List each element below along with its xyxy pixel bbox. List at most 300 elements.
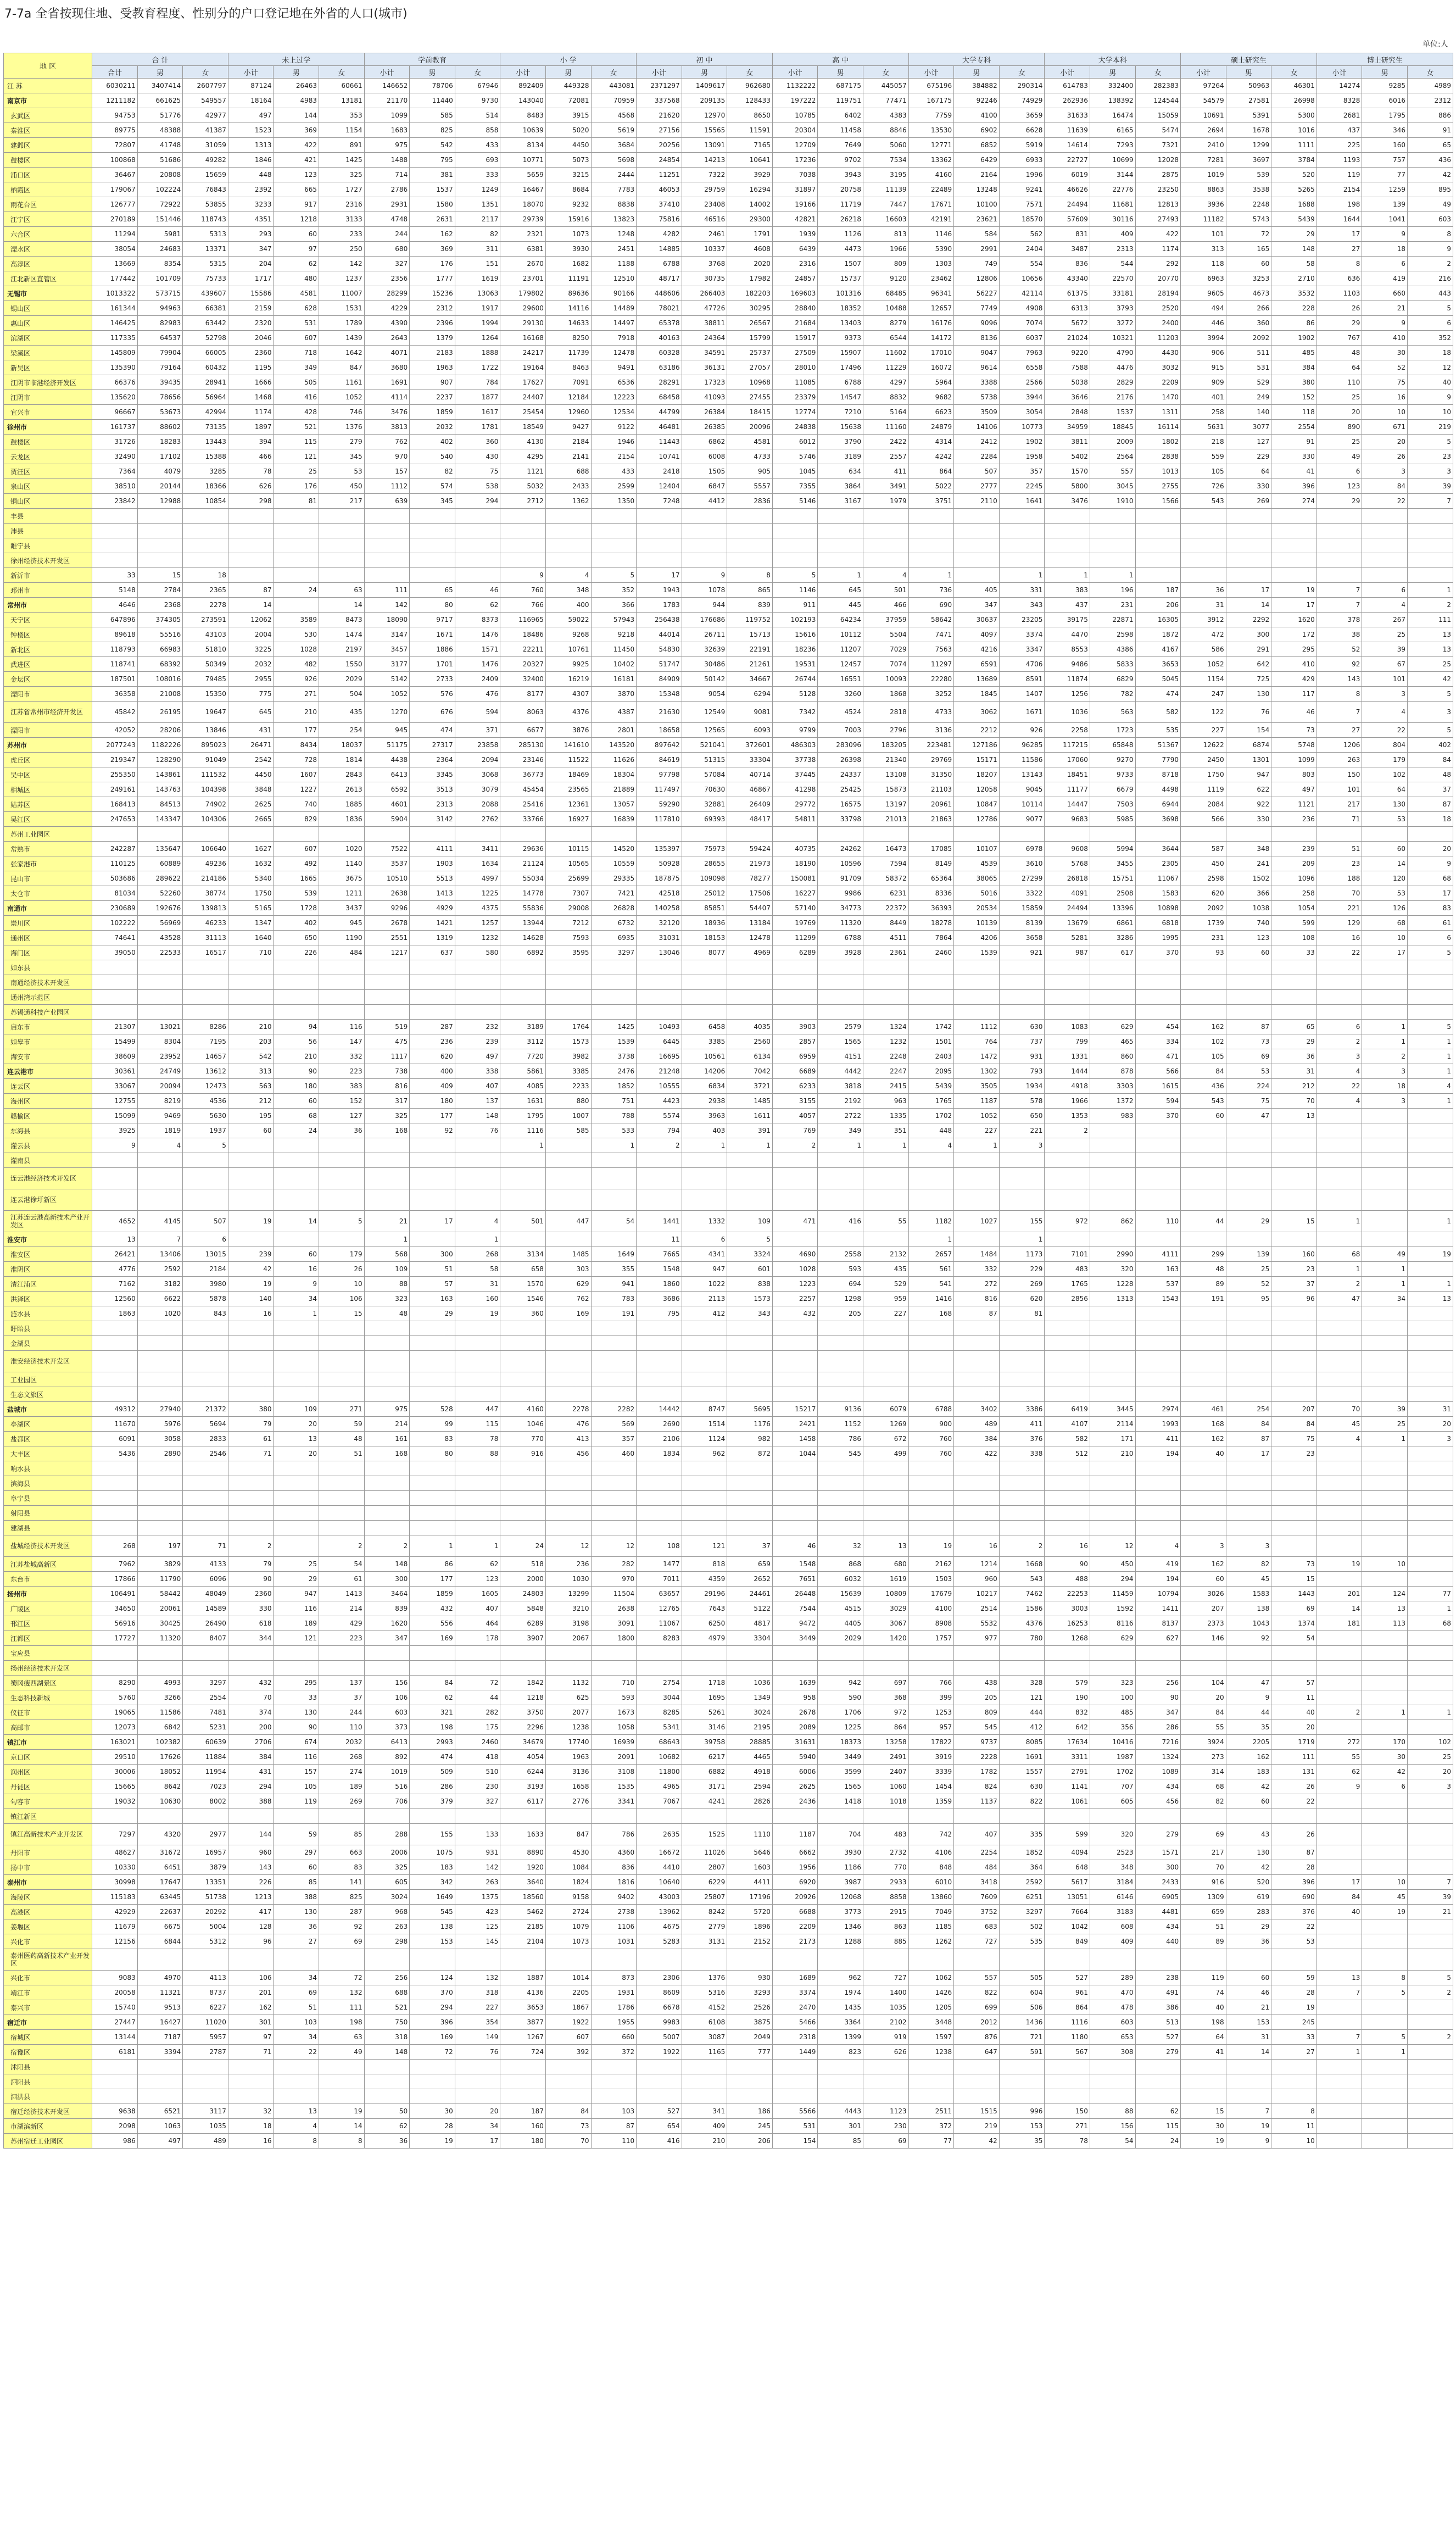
table-row [4,827,1453,842]
table-cell: 7042 [727,1064,773,1079]
table-cell [92,1506,138,1521]
table-cell: 3903 [772,1020,818,1034]
table-cell: 838 [727,1277,773,1292]
table-cell [92,1189,138,1211]
table-cell [1181,1491,1226,1506]
table-cell: 1269 [863,1417,909,1432]
table-cell [1045,1138,1090,1153]
table-cell: 1379 [410,331,455,346]
table-cell: 17 [637,568,682,583]
table-cell: 1 [455,1535,500,1557]
table-cell: 106640 [183,842,228,856]
table-cell: 3147 [364,627,410,642]
table-cell: 1399 [818,2030,863,2045]
table-cell: 157 [274,1765,319,1779]
table-cell: 6622 [137,1292,183,1306]
table-cell: 262936 [1045,93,1090,108]
table-row [4,1875,1453,1890]
table-cell: 2551 [364,931,410,945]
table-row [4,1824,1453,1845]
table-cell: 143 [228,1860,274,1875]
table-cell: 327 [364,257,410,271]
table-cell: 11450 [591,642,637,657]
table-cell [863,975,909,990]
table-row [4,702,1453,723]
table-cell [1181,568,1226,583]
table-cell: 52798 [183,331,228,346]
table-cell [1316,1860,1362,1875]
table-cell: 5981 [137,227,183,242]
table-cell: 5694 [183,1417,228,1432]
table-cell: 1902 [1271,331,1317,346]
table-cell: 8116 [1090,1616,1135,1631]
table-cell: 101709 [137,271,183,286]
table-cell: 671 [1362,420,1408,435]
table-cell [1407,1934,1453,1949]
table-cell: 627 [1135,1631,1181,1646]
table-cell: 3024 [364,1890,410,1905]
table-cell [545,1476,591,1491]
table-cell: 5985 [1090,812,1135,827]
table-cell: 373 [364,1720,410,1735]
table-cell: 383 [319,1079,365,1094]
table-cell: 300 [364,1572,410,1587]
table-cell: 73135 [183,420,228,435]
table-cell: 15659 [183,168,228,182]
table-cell: 740 [274,797,319,812]
table-cell: 6662 [772,1845,818,1860]
table-cell [364,1005,410,1020]
table-cell: 501 [500,1211,546,1232]
table-row [4,1351,1453,1372]
table-row [4,598,1453,613]
table-cell: 3476 [1045,494,1090,509]
table-cell: 44 [1226,1705,1271,1720]
table-cell: 19769 [772,916,818,931]
table-cell [1181,1661,1226,1676]
table-cell [228,524,274,538]
table-cell: 450 [1181,856,1226,871]
table-cell: 335 [999,1824,1045,1845]
table-cell: 3003 [1045,1601,1090,1616]
table-cell: 647 [954,2045,1000,2060]
table-cell [92,1491,138,1506]
table-cell: 1007 [545,1109,591,1123]
table-cell: 603 [364,1705,410,1720]
table-cell: 1349 [727,1690,773,1705]
table-cell: 489 [954,1417,1000,1432]
table-cell [818,1387,863,1402]
table-cell: 325 [319,168,365,182]
table-cell: 2732 [863,1845,909,1860]
table-cell [908,1351,954,1372]
table-cell [1045,1351,1090,1372]
table-cell: 150 [1316,767,1362,782]
table-row [4,1020,1453,1034]
table-cell: 4107 [1045,1417,1090,1432]
table-cell: 8863 [1181,182,1226,197]
table-cell: 718 [274,346,319,360]
table-cell: 11 [1271,2119,1317,2134]
table-cell [410,1321,455,1336]
table-cell: 6019 [1045,168,1090,182]
table-cell: 69 [1271,1601,1317,1616]
table-cell: 17236 [772,153,818,168]
table-cell: 191 [1181,1292,1226,1306]
table-cell: 327 [455,1794,500,1809]
table-cell: 4470 [1045,627,1090,642]
table-cell: 1121 [1271,797,1317,812]
table-cell [1407,524,1453,538]
table-cell [772,1949,818,1971]
table-row [4,1321,1453,1336]
table-cell [1362,568,1408,583]
table-cell [591,1351,637,1372]
table-cell [591,2074,637,2089]
table-cell [682,1506,727,1521]
table-cell [1226,990,1271,1005]
table-cell: 28010 [772,360,818,375]
table-cell: 3476 [364,405,410,420]
table-cell: 17671 [908,197,954,212]
table-row [4,901,1453,916]
table-cell [1271,1351,1317,1372]
table-cell: 46 [455,583,500,598]
table-cell: 48 [1181,1262,1226,1277]
table-cell: 51 [1181,1919,1226,1934]
table-cell: 79 [228,1557,274,1572]
table-cell: 55836 [500,901,546,916]
table-cell: 764 [954,1034,1000,1049]
table-cell: 3324 [727,1247,773,1262]
table-cell: 288 [364,1824,410,1845]
table-cell: 1 [1407,1034,1453,1049]
table-cell [1271,1387,1317,1402]
table-cell: 1742 [908,1020,954,1034]
table-cell: 3402 [954,1402,1000,1417]
table-cell: 150081 [772,871,818,886]
table-cell: 1435 [818,2000,863,2015]
table-row [4,390,1453,405]
table-cell: 11294 [92,227,138,242]
table-cell: 1539 [591,1034,637,1049]
table-cell: 22253 [1045,1587,1090,1601]
table-cell [500,1661,546,1676]
table-cell: 19 [1271,2000,1317,2015]
table-cell: 2409 [455,672,500,687]
table-cell: 2320 [228,316,274,331]
table-cell: 416 [637,2134,682,2149]
table-cell [908,990,954,1005]
region-name: 射阳县 [4,1506,92,1521]
table-cell [1090,1372,1135,1387]
table-cell: 26409 [727,797,773,812]
table-cell [908,1189,954,1211]
table-cell: 40 [1181,1446,1226,1461]
table-cell: 1103 [1316,286,1362,301]
table-cell: 10761 [545,642,591,657]
table-cell: 688 [545,464,591,479]
table-cell: 37 [1407,782,1453,797]
table-cell [1090,1387,1135,1402]
table-cell: 7038 [772,168,818,182]
table-cell [364,553,410,568]
table-cell: 3448 [908,2015,954,2030]
table-cell [1407,2134,1453,2149]
table-cell: 3864 [818,479,863,494]
table-cell: 161737 [92,420,138,435]
table-cell [818,1189,863,1211]
table-cell: 968 [364,1905,410,1919]
table-cell: 32400 [500,672,546,687]
table-cell: 127186 [954,738,1000,753]
table-cell: 146425 [92,316,138,331]
table-cell: 65 [1271,1020,1317,1034]
table-cell: 961 [1045,1985,1090,2000]
table-cell: 231 [1181,931,1226,945]
table-cell: 3925 [92,1123,138,1138]
table-row [4,2089,1453,2104]
table-row [4,1919,1453,1934]
table-cell: 804 [1362,738,1408,753]
table-cell: 176 [410,257,455,271]
table-cell: 2542 [228,753,274,767]
table-cell: 4443 [818,2104,863,2119]
table-cell: 4601 [364,797,410,812]
table-cell: 17496 [818,360,863,375]
region-name: 扬州经济技术开发区 [4,1661,92,1676]
table-cell [772,1506,818,1521]
table-cell: 51 [274,2000,319,2015]
table-cell: 3928 [818,945,863,960]
table-cell [1407,1676,1453,1690]
table-cell: 33181 [1090,286,1135,301]
table-cell [818,538,863,553]
table-cell [455,1189,500,1211]
table-cell: 983 [1090,1109,1135,1123]
table-cell: 520 [1226,1875,1271,1890]
table-cell: 13091 [682,138,727,153]
table-cell: 2356 [364,271,410,286]
table-cell: 51776 [137,108,183,123]
table-cell: 916 [500,1446,546,1461]
table-cell: 4206 [954,931,1000,945]
table-cell [1135,1138,1181,1153]
table-cell: 1089 [1135,1765,1181,1779]
table-cell: 8290 [92,1676,138,1690]
table-cell: 7321 [1135,138,1181,153]
table-cell: 16517 [183,945,228,960]
table-cell [682,1661,727,1676]
table-cell: 5007 [637,2030,682,2045]
table-cell: 63 [319,2030,365,2045]
table-cell [228,1138,274,1153]
table-cell: 17060 [1045,753,1090,767]
table-cell [455,1336,500,1351]
table-cell: 527 [1135,2030,1181,2045]
table-cell: 10402 [591,657,637,672]
region-name: 溧阳市 [4,687,92,702]
table-row [4,271,1453,286]
table-cell: 20 [1316,405,1362,420]
table-cell: 1335 [863,1109,909,1123]
table-cell: 218 [1181,435,1226,449]
table-cell: 24854 [637,153,682,168]
table-cell: 137 [319,1676,365,1690]
table-cell [637,1189,682,1211]
table-cell: 2009 [1090,435,1135,449]
table-cell: 11191 [545,271,591,286]
table-cell: 241 [1226,856,1271,871]
table-cell [410,1461,455,1476]
table-cell: 1996 [999,168,1045,182]
table-cell: 14614 [1045,138,1090,153]
table-cell [637,990,682,1005]
table-cell: 829 [274,812,319,827]
table-cell [500,1476,546,1491]
table-cell [1271,1521,1317,1535]
table-cell: 9158 [545,1890,591,1905]
table-cell: 2450 [1181,753,1226,767]
table-cell [1045,827,1090,842]
table-cell: 19166 [772,197,818,212]
table-cell [545,975,591,990]
table-cell: 4100 [908,1601,954,1616]
table-cell: 28655 [682,856,727,871]
table-cell [1271,1491,1317,1506]
table-cell: 7522 [364,842,410,856]
table-cell: 374 [228,1705,274,1720]
table-cell: 2316 [319,197,365,212]
table-cell [1226,1153,1271,1168]
table-cell: 2296 [500,1720,546,1735]
table-cell: 1750 [1181,767,1226,782]
table-cell [455,827,500,842]
table-cell [999,553,1045,568]
table-cell: 24407 [500,390,546,405]
table-cell: 3437 [319,901,365,916]
table-cell: 380 [1271,375,1317,390]
table-cell: 78277 [727,871,773,886]
table-cell: 77 [1407,1587,1453,1601]
table-cell: 2801 [591,723,637,738]
table-cell [455,2060,500,2074]
table-cell [1316,1232,1362,1247]
table-cell [772,1372,818,1387]
table-cell: 21170 [364,93,410,108]
table-cell: 788 [591,1109,637,1123]
table-cell: 1119 [1181,782,1226,797]
table-cell [1045,1168,1090,1189]
table-cell: 1052 [319,390,365,405]
table-cell: 207 [1271,1402,1317,1417]
table-cell: 21372 [183,1402,228,1417]
table-cell: 7447 [863,197,909,212]
table-cell: 11 [1271,1690,1317,1705]
table-cell: 54579 [1181,93,1226,108]
table-cell: 60 [274,1094,319,1109]
table-cell: 1036 [1045,702,1090,723]
table-cell: 3364 [818,2015,863,2030]
table-cell: 68643 [637,1735,682,1750]
table-cell [319,1372,365,1387]
table-cell: 5 [772,568,818,583]
table-cell: 26471 [228,738,274,753]
table-cell: 183 [1226,1765,1271,1779]
table-cell: 13846 [183,723,228,738]
table-cell [591,1372,637,1387]
table-cell: 124 [410,1971,455,1985]
table-cell: 204 [228,257,274,271]
table-cell: 18 [1362,242,1408,257]
table-row [4,1211,1453,1232]
table-cell: 14633 [545,316,591,331]
table-cell: 12813 [1135,197,1181,212]
table-cell [1045,975,1090,990]
table-cell: 1041 [1362,212,1408,227]
table-cell: 11320 [818,916,863,931]
table-cell: 23858 [455,738,500,753]
region-name: 无锡市 [4,286,92,301]
table-cell: 1583 [1226,1587,1271,1601]
table-cell: 1673 [591,1705,637,1720]
table-cell: 4969 [727,945,773,960]
table-cell [1362,1720,1408,1735]
table-cell: 39 [1362,642,1408,657]
table-cell: 45 [1226,1572,1271,1587]
table-cell: 11739 [545,346,591,360]
table-cell [1362,2104,1408,2119]
table-cell: 371 [455,723,500,738]
table-cell: 6902 [954,123,1000,138]
table-cell: 26195 [137,702,183,723]
table-cell: 9730 [455,93,500,108]
table-cell: 90 [274,1720,319,1735]
table-cell: 604 [999,1985,1045,2000]
table-cell: 30425 [137,1616,183,1631]
region-name: 新沂市 [4,568,92,583]
table-cell: 325 [364,1109,410,1123]
table-cell [1045,509,1090,524]
table-cell: 366 [1226,886,1271,901]
table-cell: 4242 [908,449,954,464]
region-name: 镇江高新技术产业开发区 [4,1824,92,1845]
table-cell: 2776 [545,1794,591,1809]
table-cell [1362,1809,1408,1824]
table-cell: 1816 [591,1875,637,1890]
table-cell: 9 [1407,390,1453,405]
table-cell: 53 [1271,1934,1317,1949]
table-cell: 42 [1362,1765,1408,1779]
table-cell: 108 [1271,931,1317,945]
table-cell: 1376 [682,1971,727,1985]
table-cell: 9 [1316,1779,1362,1794]
table-cell [410,524,455,538]
table-cell [228,553,274,568]
table-cell: 412 [682,1306,727,1321]
table-cell [500,1461,546,1476]
table-cell: 91 [1407,123,1453,138]
group-header: 高 中 [772,53,908,66]
table-cell: 13248 [954,182,1000,197]
table-cell [1045,990,1090,1005]
table-cell: 328 [999,1676,1045,1690]
table-cell: 6842 [137,1720,183,1735]
table-cell: 1819 [137,1123,183,1138]
table-cell: 13962 [637,1905,682,1919]
table-cell [772,827,818,842]
table-cell [92,524,138,538]
